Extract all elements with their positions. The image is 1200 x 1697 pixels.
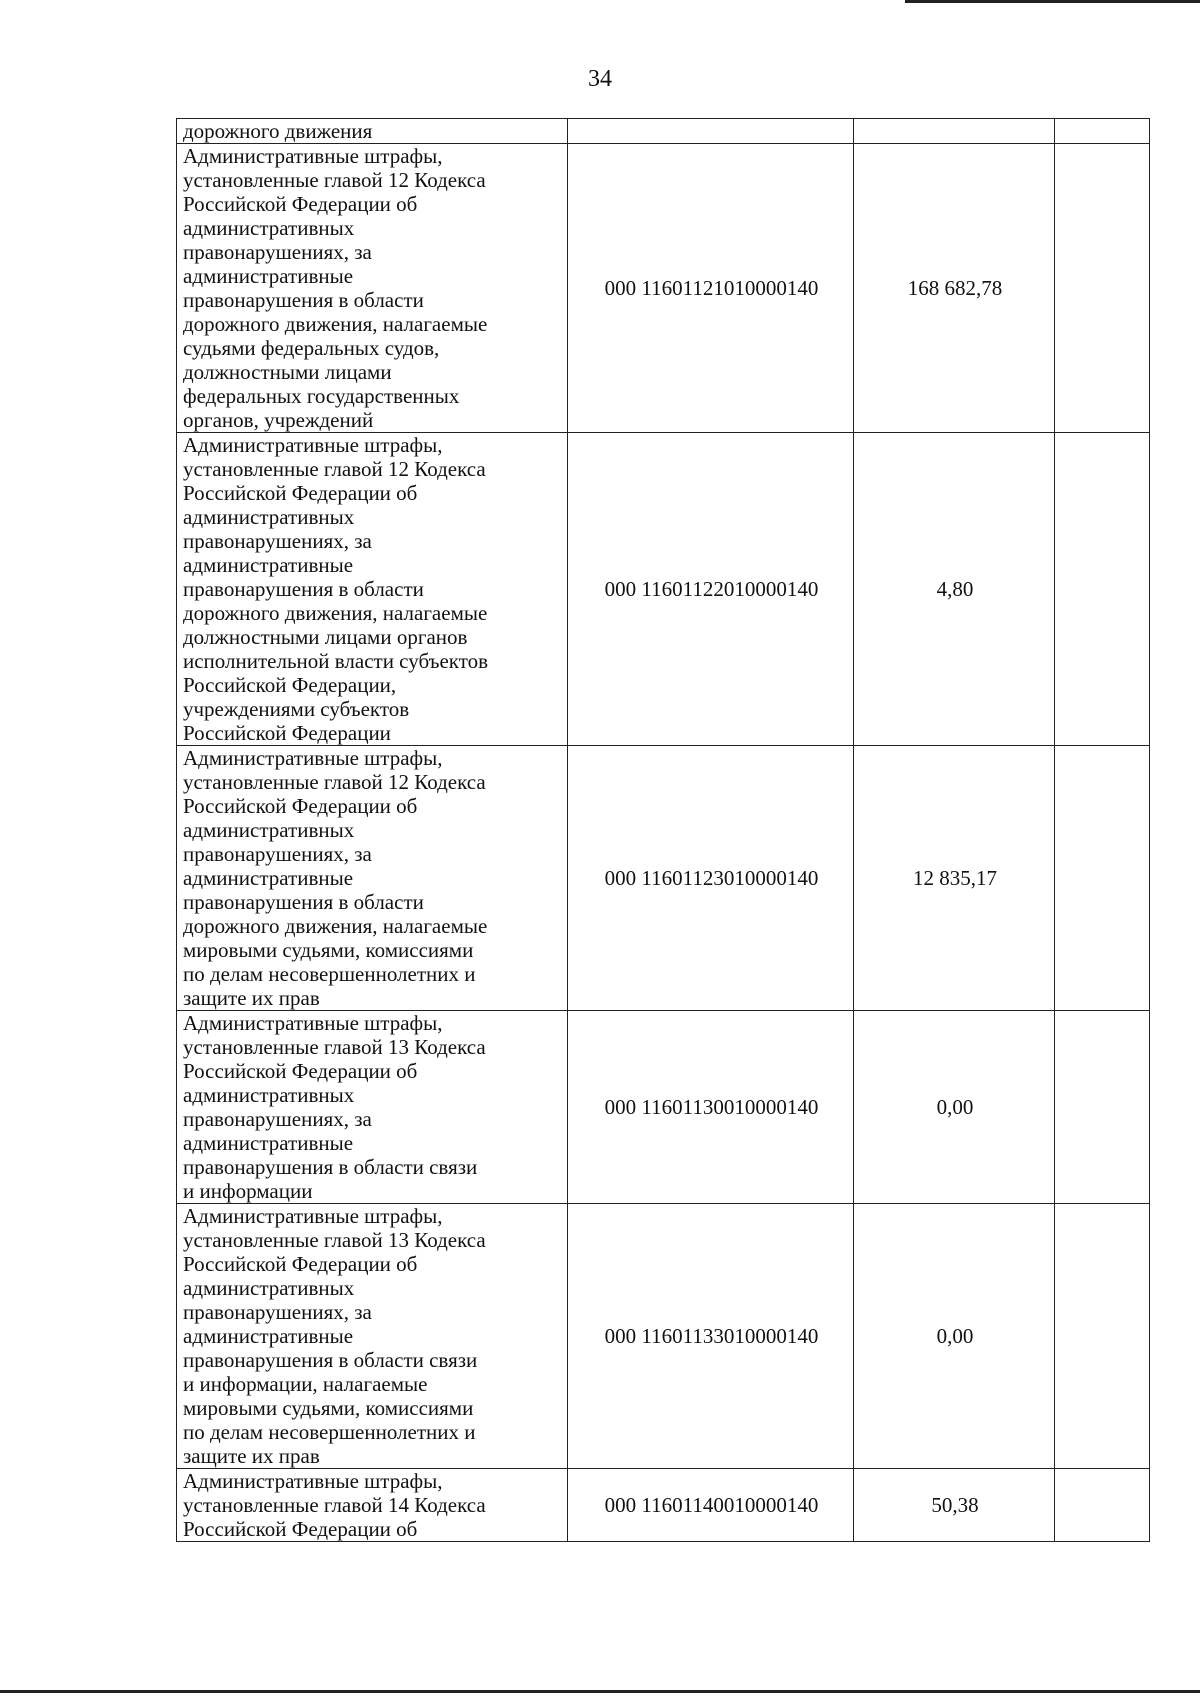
- amount-value: 168 682,78: [854, 144, 1055, 433]
- budget-classification-code: 000 11601123010000140: [568, 746, 854, 1011]
- empty-cell: [1055, 144, 1150, 433]
- table-row: [177, 1011, 1150, 1204]
- empty-cell: [1055, 433, 1150, 746]
- budget-table: [176, 118, 1150, 1542]
- row-description: Административные штрафы, установленные главой 12 Кодекса Российской Федерации об административных правонарушениях, за административные правонарушения в области дорожного движения, налагаемые должностными лицами органов исполнительной власти субъектов Российской Федерации, учреждениями субъектов Российской Федерации: [177, 433, 568, 746]
- amount-value: 50,38: [854, 1469, 1055, 1542]
- row-description: дорожного движения: [177, 119, 568, 144]
- amount-value: 0,00: [854, 1204, 1055, 1469]
- empty-cell: [1055, 119, 1150, 144]
- page-number: 34: [588, 66, 612, 92]
- scan-top-edge-line: [905, 0, 1200, 3]
- amount-value: 4,80: [854, 433, 1055, 746]
- empty-cell: [1055, 1011, 1150, 1204]
- table-row: [177, 1469, 1150, 1542]
- budget-classification-code: 000 11601130010000140: [568, 1011, 854, 1204]
- row-description: Административные штрафы, установленные главой 13 Кодекса Российской Федерации об административных правонарушениях, за административные правонарушения в области связи и информации: [177, 1011, 568, 1204]
- budget-classification-code: 000 11601122010000140: [568, 433, 854, 746]
- amount-value: [854, 119, 1055, 144]
- empty-cell: [1055, 1204, 1150, 1469]
- empty-cell: [1055, 1469, 1150, 1542]
- budget-classification-code: 000 11601133010000140: [568, 1204, 854, 1469]
- row-description: Административные штрафы, установленные главой 12 Кодекса Российской Федерации об административных правонарушениях, за административные правонарушения в области дорожного движения, налагаемые мировыми судьями, комиссиями по делам несовершеннолетних и защите их прав: [177, 746, 568, 1011]
- scan-bottom-edge-line: [0, 1690, 1200, 1693]
- row-description: Административные штрафы, установленные главой 12 Кодекса Российской Федерации об административных правонарушениях, за административные правонарушения в области дорожного движения, налагаемые судьями федеральных судов, должностными лицами федеральных государственных органов, учреждений: [177, 144, 568, 433]
- budget-classification-code: 000 11601140010000140: [568, 1469, 854, 1542]
- row-description: Административные штрафы, установленные главой 13 Кодекса Российской Федерации об административных правонарушениях, за административные правонарушения в области связи и информации, налагаемые мировыми судьями, комиссиями по делам несовершеннолетних и защите их прав: [177, 1204, 568, 1469]
- amount-value: 12 835,17: [854, 746, 1055, 1011]
- empty-cell: [1055, 746, 1150, 1011]
- table-row: [177, 144, 1150, 433]
- table-row: [177, 433, 1150, 746]
- table-row: [177, 746, 1150, 1011]
- table-row: [177, 119, 1150, 144]
- budget-classification-code: [568, 119, 854, 144]
- budget-classification-code: 000 11601121010000140: [568, 144, 854, 433]
- amount-value: 0,00: [854, 1011, 1055, 1204]
- table-row: [177, 1204, 1150, 1469]
- row-description: Административные штрафы, установленные главой 14 Кодекса Российской Федерации об: [177, 1469, 568, 1542]
